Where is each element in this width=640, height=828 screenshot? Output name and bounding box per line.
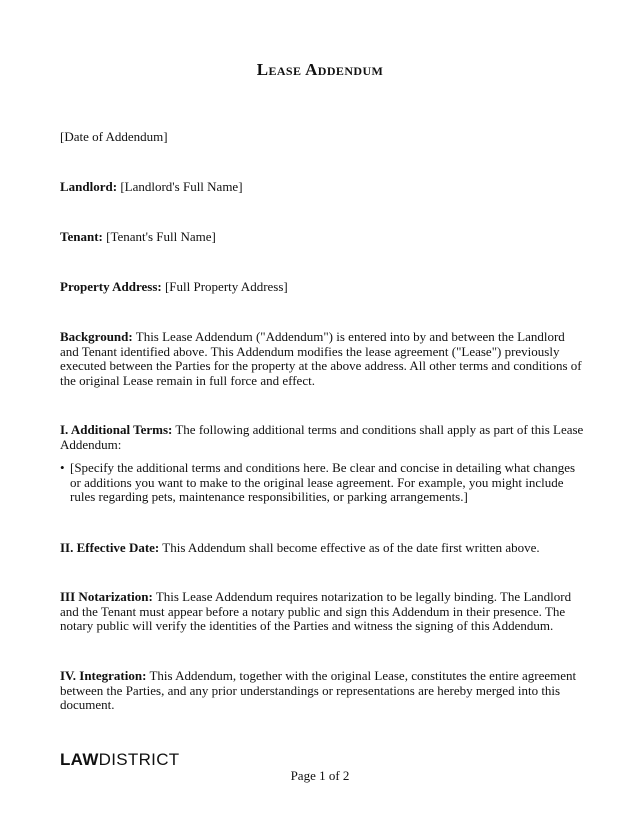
integration-paragraph <box>60 669 584 713</box>
list-item: • [Specify the additional terms and conditions here. Be clear and concise in detailing what changes or additions you want to make to the original lease agreement. For example, you might include rules regarding pets, maintenance responsibilities, or parking arrangements.] <box>60 461 584 505</box>
lawdistrict-logo <box>60 750 179 770</box>
integration-text: This Addendum, together with the original Lease, constitutes the entire agreement between the Parties, and any prior understandings or representations are hereby merged into this document. <box>60 668 577 713</box>
tenant-value: [Tenant's Full Name] <box>106 229 216 244</box>
notarization-text: This Lease Addendum requires notarization to be legally binding. The Landlord and the Tenant must appear before a notary public and sign this Addendum in their presence. The notary public will verify the identities of the Parties and witness the signing of this Addendum. <box>60 589 572 634</box>
additional-terms-paragraph <box>60 423 584 452</box>
notarization-label: III Notarization: <box>60 589 153 604</box>
additional-terms-text: The following additional terms and conditions shall apply as part of this Lease Addendum: <box>60 422 584 452</box>
tenant-line <box>60 230 584 245</box>
logo-law-text: LAW <box>60 750 99 769</box>
additional-terms-list <box>60 461 584 505</box>
effective-date-text: This Addendum shall become effective as of the date first written above. <box>162 540 540 555</box>
landlord-value: [Landlord's Full Name] <box>120 179 243 194</box>
logo-district-text: DISTRICT <box>98 750 180 769</box>
additional-terms-label: I. Additional Terms: <box>60 422 173 437</box>
property-value: [Full Property Address] <box>164 279 288 294</box>
background-paragraph <box>60 330 584 388</box>
document-title: Lease Addendum <box>256 60 384 79</box>
page-number: Page 1 of 2 <box>290 768 350 783</box>
landlord-label: Landlord: <box>60 179 118 194</box>
background-text: This Lease Addendum ("Addendum") is entered into by and between the Landlord and Tenant identified above. This Addendum modifies the lease agreement ("Lease") previously executed between the Parties for the property at the above address. All other terms and conditions of the original Lease remain in full force and effect. <box>60 329 582 388</box>
date-placeholder: [Date of Addendum] <box>60 129 168 144</box>
property-label: Property Address: <box>60 279 162 294</box>
landlord-line <box>60 180 584 195</box>
effective-date-paragraph <box>60 541 584 556</box>
integration-label: IV. Integration: <box>60 668 147 683</box>
effective-date-label: II. Effective Date: <box>60 540 160 555</box>
background-label: Background: <box>60 329 133 344</box>
tenant-label: Tenant: <box>60 229 103 244</box>
property-line <box>60 280 584 295</box>
notarization-paragraph <box>60 590 584 634</box>
